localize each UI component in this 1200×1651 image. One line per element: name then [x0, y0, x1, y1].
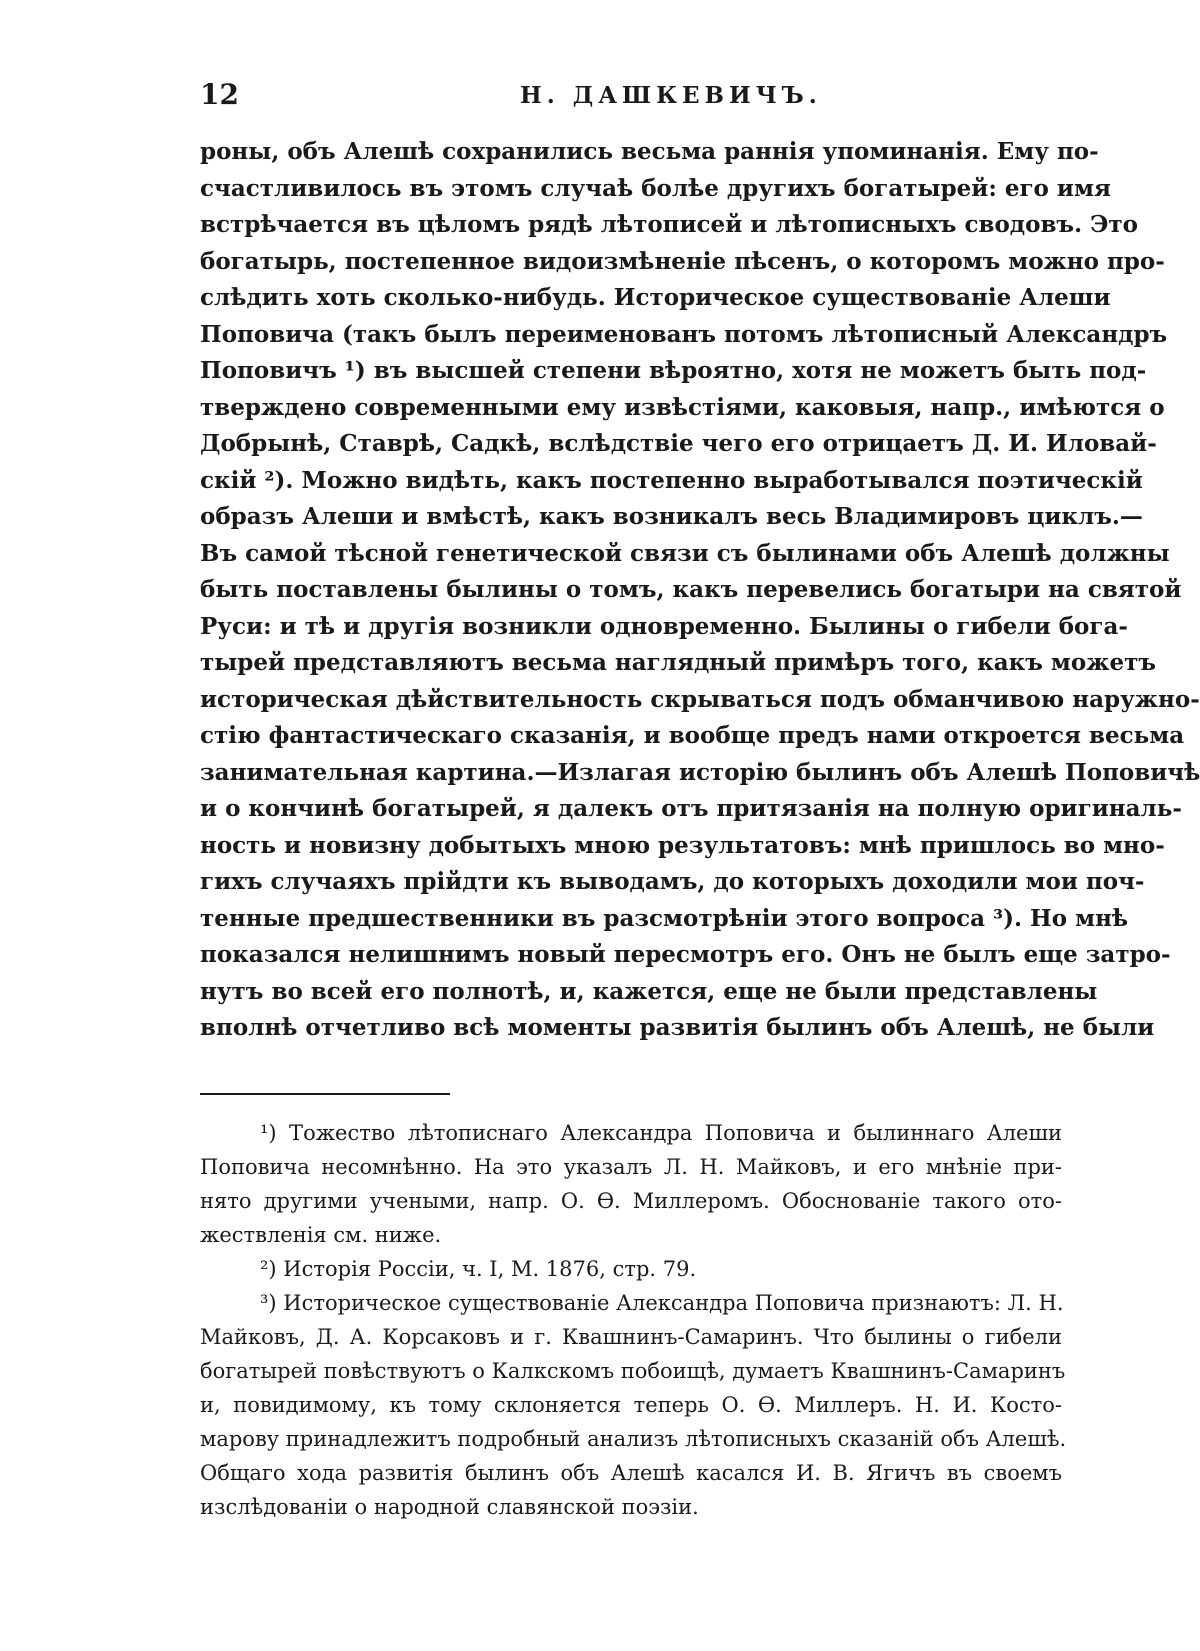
main-text — [200, 134, 1200, 1047]
text-line: роны, объ Алешѣ сохранились весьма раннія упоминанія. Ему по- — [200, 138, 1099, 165]
text-line: Поповичъ ¹) въ высшей степени вѣроятно, хотя не можетъ быть под- — [200, 357, 1147, 384]
footnote-line: ³) Историческое существованіе Александра Поповича признаютъ: Л. Н. — [260, 1291, 1064, 1315]
text-line: Поповича (такъ былъ переименованъ потомъ лѣтописный Александръ — [200, 320, 1168, 348]
footnote-line: изслѣдованіи о народной славянской поэзіи. — [200, 1495, 699, 1519]
text-line: Руси: и тѣ и другія возникли одновременно. Былины о гибели бога- — [200, 612, 1128, 640]
footnotes — [200, 1116, 1067, 1524]
text-line: вполнѣ отчетливо всѣ моменты развитія былинъ объ Алешѣ, не были — [200, 1014, 1155, 1041]
text-line: нутъ во всей его полнотѣ, и, кажется, еще не были представлены — [200, 977, 1098, 1005]
text-line: быть поставлены былины о томъ, какъ перевелись богатыри на святой — [200, 576, 1182, 603]
footnote-separator — [200, 1093, 450, 1095]
footnote-line: нято другими учеными, напр. О. Ѳ. Миллеромъ. Обоснованіе такого ото- — [200, 1189, 1062, 1213]
text-line: скій ²). Можно видѣть, какъ постепенно выработывался поэтическій — [200, 466, 1143, 494]
text-line: тверждено современными ему извѣстіями, каковыя, напр., имѣются о — [200, 393, 1165, 421]
text-line: встрѣчается въ цѣломъ рядѣ лѣтописей и лѣтописныхъ сводовъ. Это — [200, 211, 1138, 238]
footnote-line: ¹) Тожество лѣтописнаго Александра Поповича и былиннаго Алеши — [260, 1121, 1062, 1145]
page-header — [200, 78, 1062, 118]
text-line: Въ самой тѣсной генетической связи съ былинами объ Алешѣ должны — [200, 539, 1170, 567]
footnote-line: и, повидимому, къ тому склоняется теперь О. Ѳ. Миллеръ. Н. И. Косто- — [200, 1393, 1062, 1417]
text-line: гихъ случаяхъ прійдти къ выводамъ, до которыхъ доходили мои поч- — [200, 868, 1145, 895]
footnote-line: Поповича несомнѣнно. На это указалъ Л. Н. Майковъ, и его мнѣніе при- — [200, 1155, 1062, 1179]
text-line: тенные предшественники въ разсмотрѣніи этого вопроса ³). Но мнѣ — [200, 904, 1129, 932]
footnote-line: марову принадлежитъ подробный анализъ лѣтописныхъ сказаній объ Алешѣ. — [200, 1427, 1067, 1451]
footnote-line: Майковъ, Д. А. Корсаковъ и г. Квашнинъ-Самаринъ. Что былины о гибели — [200, 1325, 1062, 1349]
page-number: 12 — [200, 78, 239, 111]
text-line: показался нелишнимъ новый пересмотръ его. Онъ не былъ еще затро- — [200, 941, 1171, 968]
footnote-line: ²) Исторія Россіи, ч. I, М. 1876, стр. 79. — [260, 1257, 697, 1281]
running-title: Н. ДАШКЕВИЧЪ. — [520, 82, 822, 109]
footnote-line: Общаго хода развитія былинъ объ Алешѣ касался И. В. Ягичъ въ своемъ — [200, 1461, 1062, 1485]
text-line: занимательная картина.—Излагая исторію былинъ объ Алешѣ Поповичѣ — [200, 758, 1200, 786]
text-line: ность и новизну добытыхъ мною результатовъ: мнѣ пришлось во мно- — [200, 831, 1165, 859]
text-line: счастливилось въ этомъ случаѣ болѣе другихъ богатырей: его имя — [200, 174, 1111, 202]
text-line: и о кончинѣ богатырей, я далекъ отъ притязанія на полную оригиналь- — [200, 795, 1182, 822]
text-line: стію фантастическаго сказанія, и вообще предъ нами откроется весьма — [200, 722, 1185, 749]
footnote-line: богатырей повѣствуютъ о Калкскомъ побоищѣ, думаетъ Квашнинъ-Самаринъ — [200, 1359, 1066, 1383]
text-line: тырей представляютъ весьма наглядный примѣръ того, какъ можетъ — [200, 649, 1156, 676]
text-line: Добрынѣ, Ставрѣ, Садкѣ, вслѣдствіе чего его отрицаетъ Д. И. Иловай- — [200, 430, 1157, 457]
text-line: богатырь, постепенное видоизмѣненіе пѣсенъ, о которомъ можно про- — [200, 247, 1165, 275]
text-line: образъ Алеши и вмѣстѣ, какъ возникалъ весь Владимировъ циклъ.— — [200, 503, 1143, 530]
text-line: историческая дѣйствительность скрываться подъ обманчивою наружно- — [200, 685, 1200, 713]
text-line: слѣдить хоть сколько-нибудь. Историческое существованіе Алеши — [200, 284, 1111, 311]
footnote-line: жествленія см. ниже. — [200, 1223, 442, 1247]
